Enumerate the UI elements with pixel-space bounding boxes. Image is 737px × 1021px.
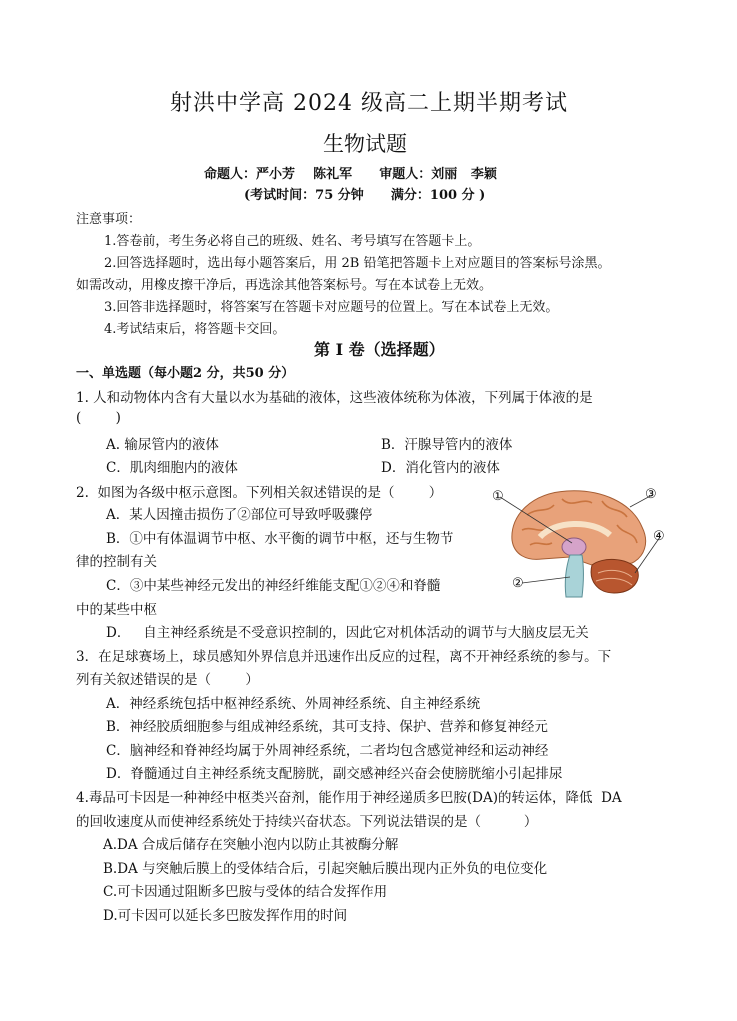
question-stem: 4.毒品可卡因是一种神经中枢类兴奋剂，能作用于神经递质多巴胺(DA)的转运体，降低 DA [76,790,622,806]
option-c: C．③中某些神经元发出的神经纤维能支配①②④和脊髓 [106,578,441,594]
label-2: ② [512,576,524,591]
option-b: B.DA 与突触后膜上的受体结合后，引起突触后膜出现内正外负的电位变化 [103,861,548,877]
label-4: ④ [653,529,665,544]
question-stem: ( ) [76,410,121,426]
label-3: ③ [645,487,657,502]
subject-title: 生物试题 [323,132,407,156]
brain-diagram [492,485,667,600]
option-b-cont: 律的控制有关 [76,554,157,570]
notice-item: 如需改动，用橡皮擦干净后，再选涂其他答案标号。写在本试卷上无效。 [76,278,493,293]
notice-item: 3.回答非选择题时，将答案写在答题卡对应题号的位置上。写在本试卷上无效。 [104,300,559,315]
option-a: A.DA 合成后储存在突触小泡内以防止其被酶分解 [103,837,399,853]
option-d: D．脊髓通过自主神经系统支配膀胱，副交感神经兴奋会使膀胱缩小引起排尿 [106,766,563,782]
option-c: C．脑神经和脊神经均属于外周神经系统，二者均包含感觉神经和运动神经 [106,743,549,759]
question-stem: 的回收速度从而使神经系统处于持续兴奋状态。下列说法错误的是（ ） [76,814,538,830]
question-stem: 3．在足球赛场上，球员感知外界信息并迅速作出反应的过程，离不开神经系统的参与。下 [76,649,612,665]
option-a: A．某人因撞击损伤了②部位可导致呼吸骤停 [106,507,373,523]
notice-item: 4.考试结束后，将答题卡交回。 [104,322,286,337]
brainstem [565,555,583,597]
label-1: ① [492,489,504,504]
question-stem: 列有关叙述错误的是（ ） [76,672,259,688]
option-b: B．神经胶质细胞参与组成神经系统，其可支持、保护、营养和修复神经元 [106,719,548,735]
question-stem: 2. 如图为各级中枢示意图。下列相关叙述错误的是（ ） [76,485,443,501]
authors-line: 命题人：严小芳 陈礼军 审题人：刘丽 李颖 [204,167,497,182]
option-a: A．神经系统包括中枢神经系统、外周神经系统、自主神经系统 [106,696,481,712]
option-d: D.可卡因可以延长多巴胺发挥作用的时间 [103,908,348,924]
exam-info: (考试时间：75 分钟 满分：100 分 ) [244,188,486,203]
option-b: B．汗腺导管内的液体 [381,437,513,453]
section-title: 一、单选题（每小题2 分，共50 分） [76,366,295,381]
part-title: 第 I 卷（选择题） [314,340,445,359]
option-b: B．①中有体温调节中枢、水平衡的调节中枢，还与生物节 [106,531,454,547]
question-stem: 1. 人和动物体内含有大量以水为基础的液体，这些液体统称为体液，下列属于体液的是 [76,390,593,406]
option-c: C．肌肉细胞内的液体 [106,460,238,476]
option-a: A. 输尿管内的液体 [106,437,219,453]
exam-title: 射洪中学高 2024 级高二上期半期考试 [170,91,568,116]
option-c: C.可卡因通过阻断多巴胺与受体的结合发挥作用 [103,884,388,900]
option-d: D． 自主神经系统是不受意识控制的，因此它对机体活动的调节与大脑皮层无关 [106,625,589,641]
diencephalon [562,538,586,556]
notice-heading: 注意事项： [76,212,142,227]
notice-item: 1.答卷前，考生务必将自己的班级、姓名、考号填写在答题卡上。 [104,234,481,249]
option-d: D．消化管内的液体 [381,460,500,476]
notice-item: 2.回答选择题时，选出每小题答案后，用 2B 铅笔把答题卡上对应题目的答案标号涂黑。 [104,256,611,271]
option-c-cont: 中的某些中枢 [76,602,157,618]
